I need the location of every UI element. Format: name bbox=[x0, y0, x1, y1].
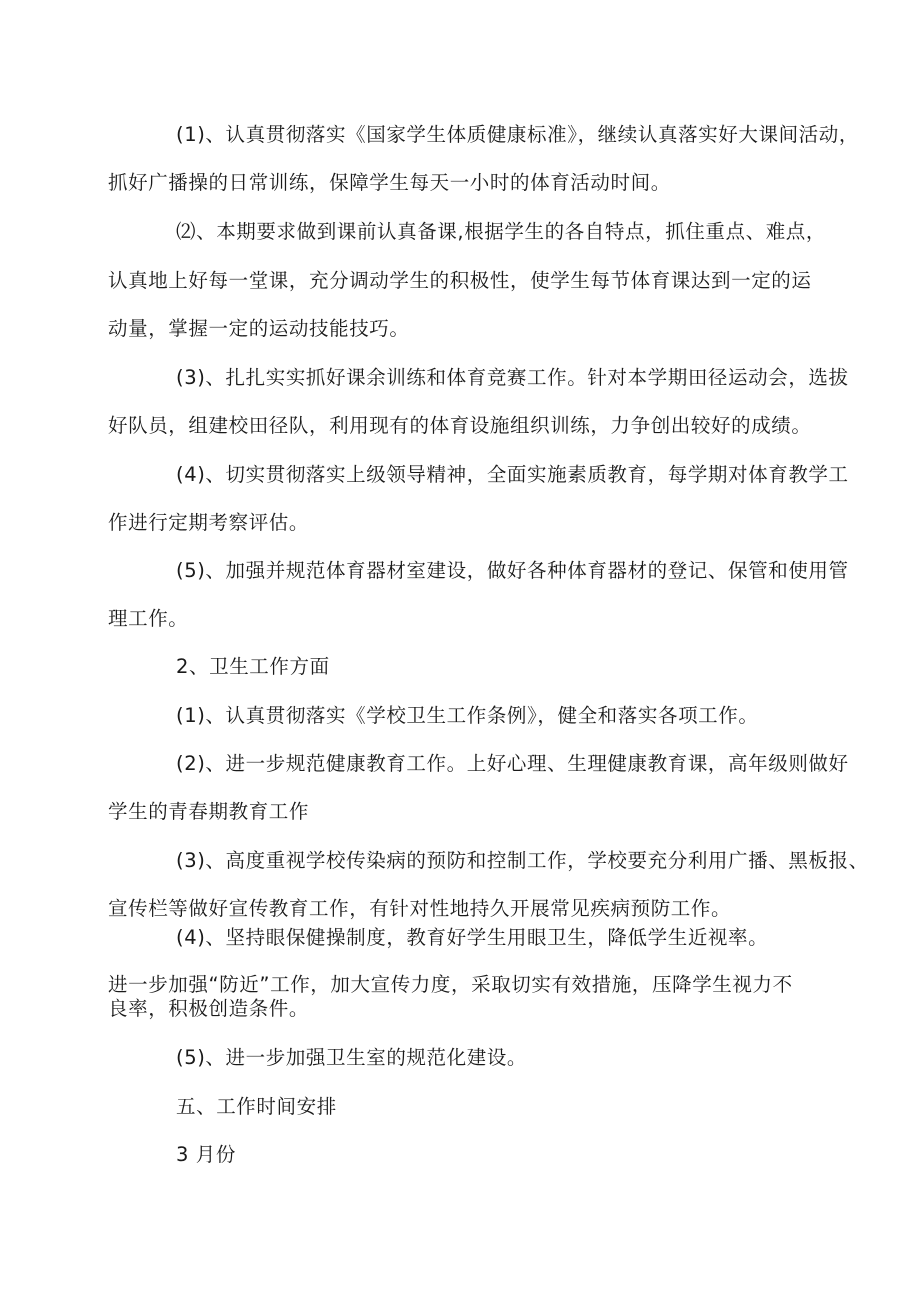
sports-item-2-line-1: ⑵、本期要求做到课前认真备课,根据学生的各自特点，抓住重点、难点， bbox=[176, 220, 826, 243]
health-item-3-line-1: (3)、高度重视学校传染病的预防和控制工作，学校要充分利用广播、黑板报、 bbox=[176, 849, 869, 872]
sports-item-2-line-3: 动量，掌握一定的运动技能技巧。 bbox=[108, 317, 410, 340]
sports-item-1-line-1: (1)、认真贯彻落实《国家学生体质健康标准》，继续认真落实好大课间活动， bbox=[176, 123, 859, 146]
health-item-5-line-1: (5)、进一步加强卫生室的规范化建设。 bbox=[176, 1046, 528, 1069]
health-item-1-line-1: (1)、认真贯彻落实《学校卫生工作条例》，健全和落实各项工作。 bbox=[176, 704, 759, 727]
sports-item-4-line-1: (4)、切实贯彻落实上级领导精神，全面实施素质教育，每学期对体育教学工 bbox=[176, 463, 849, 486]
health-item-3-line-2: 宣传栏等做好宣传教育工作，有针对性地持久开展常见疾病预防工作。 bbox=[108, 897, 732, 920]
sports-item-3-line-2: 好队员，组建校田径队，利用现有的体育设施组织训练，力争创出较好的成绩。 bbox=[108, 414, 812, 437]
health-item-4-line-2: 进一步加强“防近”工作，加大宣传力度，采取切实有效措施，压降学生视力不 bbox=[108, 973, 793, 996]
sports-item-1-line-2: 抓好广播操的日常训练，保障学生每天一小时的体育活动时间。 bbox=[108, 171, 671, 194]
schedule-section-heading: 五、工作时间安排 bbox=[176, 1095, 337, 1118]
sports-item-2-line-2: 认真地上好每一堂课，充分调动学生的积极性，使学生每节体育课达到一定的运 bbox=[108, 269, 812, 292]
health-item-4-line-3: 良率，积极创造条件。 bbox=[108, 997, 310, 1020]
sports-item-3-line-1: (3)、扎扎实实抓好课余训练和体育竞赛工作。针对本学期田径运动会，选拔 bbox=[176, 366, 849, 389]
health-item-2-line-2: 学生的青春期教育工作 bbox=[108, 800, 310, 823]
sports-item-5-line-1: (5)、加强并规范体育器材室建设，做好各种体育器材的登记、保管和使用管 bbox=[176, 559, 849, 582]
health-section-heading: 2、卫生工作方面 bbox=[176, 655, 330, 678]
sports-item-4-line-2: 作进行定期考察评估。 bbox=[108, 511, 310, 534]
health-item-2-line-1: (2)、进一步规范健康教育工作。上好心理、生理健康教育课，高年级则做好 bbox=[176, 752, 849, 775]
health-item-4-line-1: (4)、坚持眼保健操制度，教育好学生用眼卫生，降低学生近视率。 bbox=[176, 926, 769, 949]
schedule-month-label: 3 月份 bbox=[176, 1143, 237, 1166]
sports-item-5-line-2: 理工作。 bbox=[108, 607, 189, 630]
